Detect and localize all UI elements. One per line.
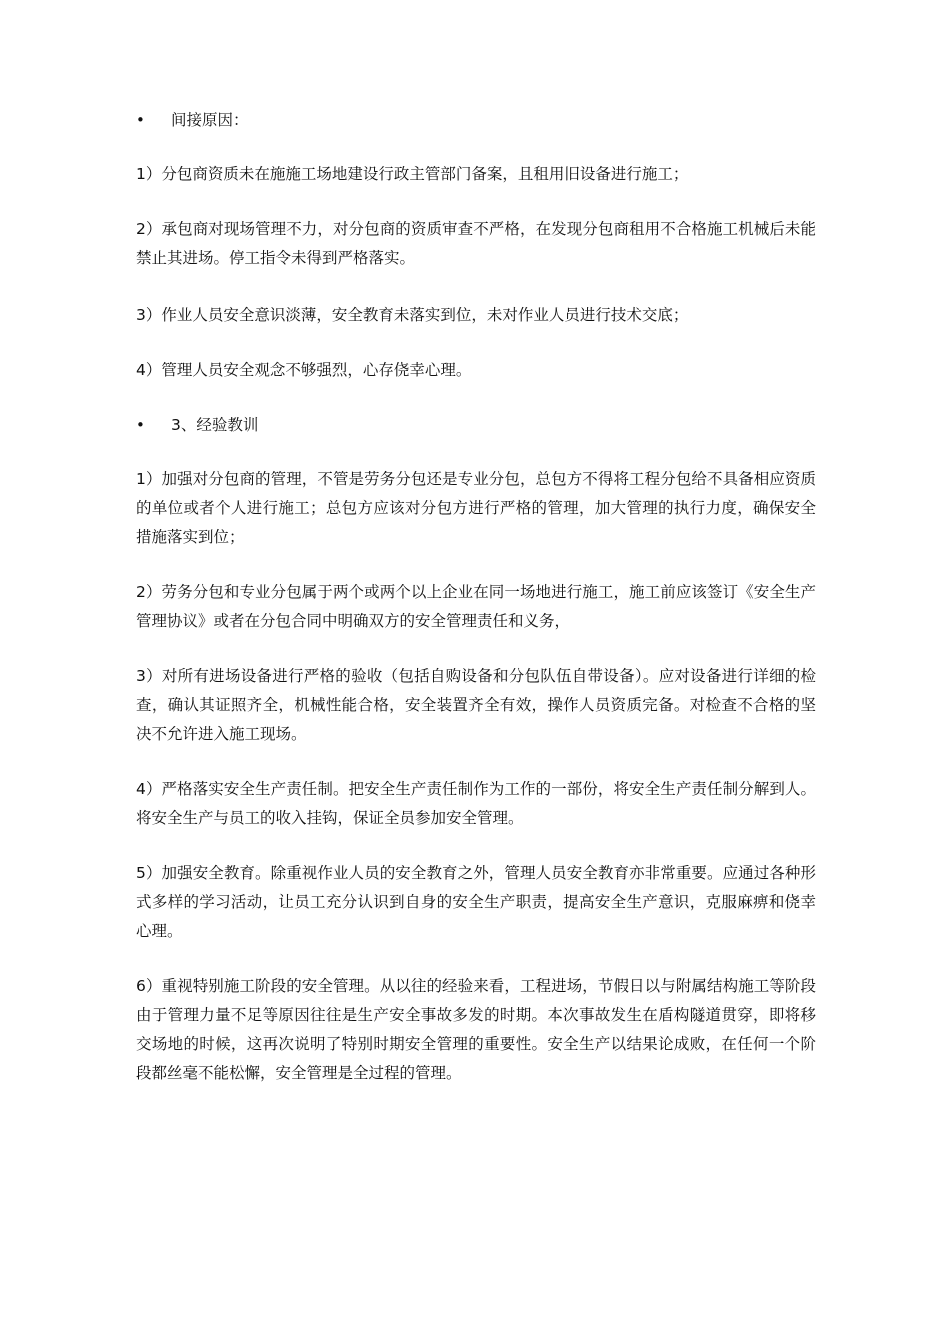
lesson-item-5: 5）加强安全教育。除重视作业人员的安全教育之外，管理人员安全教育亦非常重要。应通过各种形式多样的学习活动，让员工充分认识到自身的安全生产职责，提高安全生产意识，克服麻痹和侥幸心理。 — [136, 864, 816, 940]
section-heading-text: 间接原因： — [171, 111, 249, 129]
lesson-item-1: 1）加强对分包商的管理，不管是劳务分包还是专业分包，总包方不得将工程分包给不具备相应资质的单位或者个人进行施工；总包方应该对分包方进行严格的管理，加大管理的执行力度，确保安全措施落实到位； — [136, 470, 816, 546]
bullet-icon: • — [136, 111, 145, 129]
indirect-cause-item-2: 2）承包商对现场管理不力，对分包商的资质审查不严格，在发现分包商租用不合格施工机械后未能禁止其进场。停工指令未得到严格落实。 — [136, 220, 816, 267]
indirect-cause-item-4: 4）管理人员安全观念不够强烈，心存侥幸心理。 — [136, 361, 472, 379]
section-heading-text: 3、经验教训 — [171, 416, 259, 434]
indirect-cause-item-3: 3）作业人员安全意识淡薄，安全教育未落实到位，未对作业人员进行技术交底； — [136, 306, 689, 324]
bullet-icon: • — [136, 416, 145, 434]
lesson-item-4: 4）严格落实安全生产责任制。把安全生产责任制作为工作的一部份，将安全生产责任制分解到人。将安全生产与员工的收入挂钩，保证全员参加安全管理。 — [136, 780, 816, 827]
lesson-item-2: 2）劳务分包和专业分包属于两个或两个以上企业在同一场地进行施工，施工前应该签订《安全生产管理协议》或者在分包合同中明确双方的安全管理责任和义务， — [136, 583, 816, 630]
lesson-item-3: 3）对所有进场设备进行严格的验收（包括自购设备和分包队伍自带设备）。应对设备进行详细的检查，确认其证照齐全，机械性能合格，安全装置齐全有效，操作人员资质完备。对检查不合格的坚决不允许进入施工现场。 — [136, 667, 816, 743]
lesson-item-6: 6）重视特别施工阶段的安全管理。从以往的经验来看，工程进场，节假日以与附属结构施工等阶段由于管理力量不足等原因往往是生产安全事故多发的时期。本次事故发生在盾构隧道贯穿，即将移交场地的时候，这再次说明了特别时期安全管理的重要性。安全生产以结果论成败，在任何一个阶段都丝毫不能松懈，安全管理是全过程的管理。 — [136, 977, 816, 1082]
indirect-cause-item-1: 1）分包商资质未在施施工场地建设行政主管部门备案，且租用旧设备进行施工； — [136, 165, 689, 183]
document-page — [136, 106, 816, 1088]
lessons-heading — [136, 411, 816, 439]
indirect-causes-heading — [136, 106, 816, 134]
